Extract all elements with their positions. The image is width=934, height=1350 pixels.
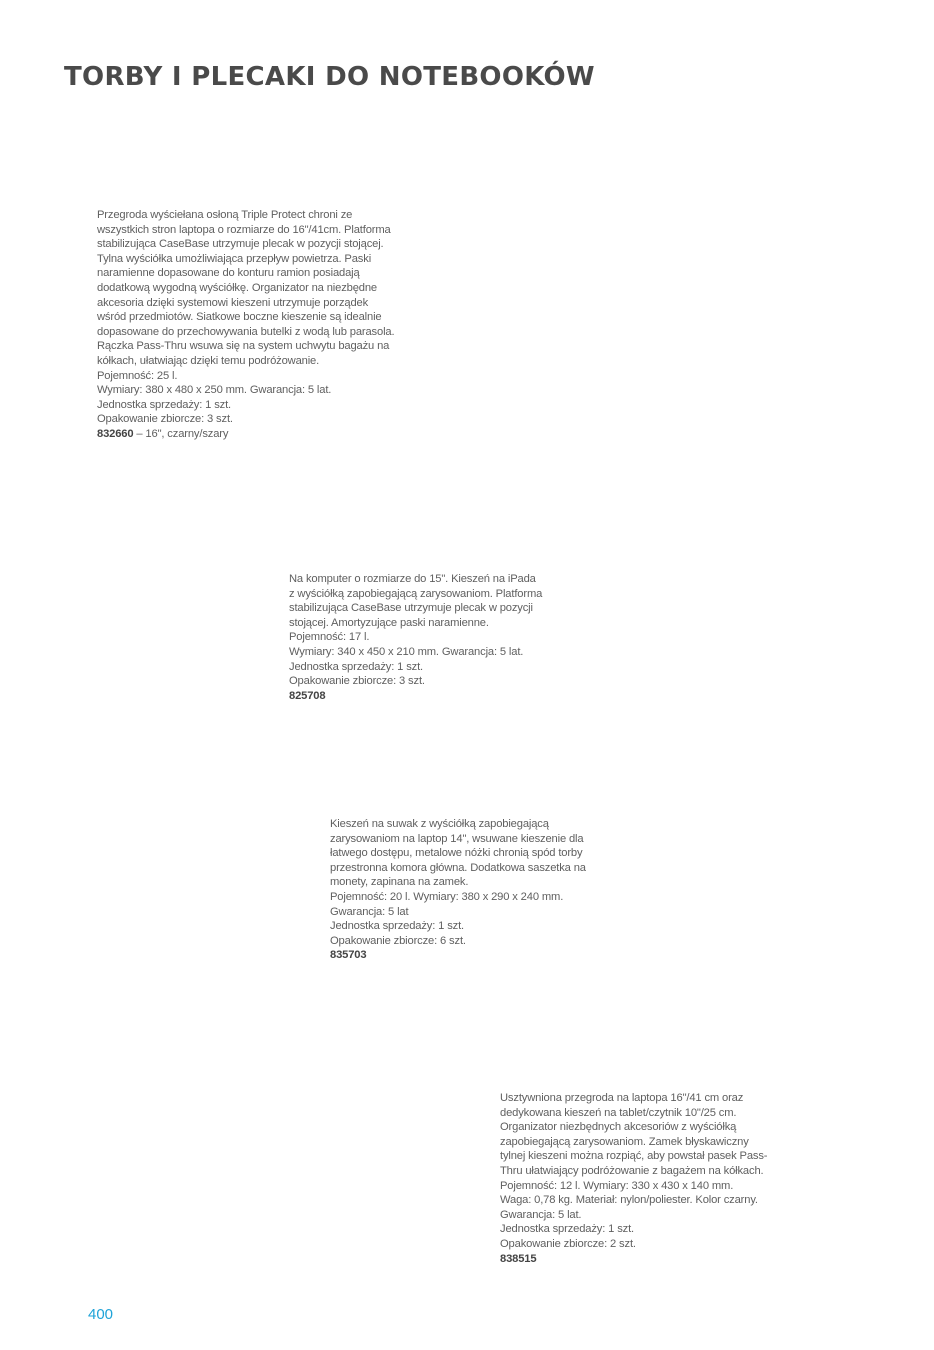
spec-line: Wymiary: 380 x 480 x 250 mm. Gwarancja: 5 lat. xyxy=(97,384,332,397)
spec-line: Pojemność: 25 l. xyxy=(97,369,178,382)
product-specs xyxy=(97,369,394,427)
product-block xyxy=(97,208,394,442)
spec-line: Pojemność: 17 l. xyxy=(289,631,370,644)
spec-line: Jednostka sprzedaży: 1 szt. xyxy=(97,398,231,411)
product-code-line xyxy=(289,689,542,704)
description-line: Organizator niezbędnych akcesoriów z wyściółką xyxy=(500,1121,737,1134)
description-line: Kieszeń na suwak z wyściółką zapobiegającą xyxy=(330,818,549,830)
product-code-line xyxy=(97,427,394,442)
product-code-line xyxy=(500,1252,767,1267)
spec-line: Pojemność: 12 l. Wymiary: 330 x 430 x 140 mm. xyxy=(500,1179,734,1192)
description-line: monety, zapinana na zamek. xyxy=(330,876,469,889)
description-line: przestronna komora główna. Dodatkowa saszetka na xyxy=(330,861,586,874)
product-code-line xyxy=(330,948,586,963)
product-code: 838515 xyxy=(500,1252,537,1265)
description-line: wśród przedmiotów. Siatkowe boczne kieszenie są idealnie xyxy=(97,311,382,324)
product-description xyxy=(500,1091,767,1179)
description-line: wszystkich stron laptopa o rozmiarze do 16"/41cm. Platforma xyxy=(97,223,391,236)
description-line: łatwego dostępu, metalowe nóżki chronią spód torby xyxy=(330,847,583,860)
spec-line: Gwarancja: 5 lat. xyxy=(500,1208,582,1221)
product-block xyxy=(330,817,586,963)
spec-line: Opakowanie zbiorcze: 3 szt. xyxy=(97,413,233,426)
product-specs xyxy=(330,890,586,948)
product-code: 832660 xyxy=(97,427,134,440)
product-code: 835703 xyxy=(330,949,367,962)
spec-line: Waga: 0,78 kg. Materiał: nylon/poliester. Kolor czarny. xyxy=(500,1194,758,1207)
description-line: kółkach, ułatwiając dzięki temu podróżowanie. xyxy=(97,354,320,367)
description-line: dedykowana kieszeń na tablet/czytnik 10"/25 cm. xyxy=(500,1106,737,1119)
spec-line: Opakowanie zbiorcze: 2 szt. xyxy=(500,1237,636,1250)
product-code: 825708 xyxy=(289,689,326,702)
product-block xyxy=(289,572,542,703)
description-line: akcesoria dzięki systemowi kieszeni utrzymuje porządek xyxy=(97,296,369,309)
description-line: tylnej kieszeni można rozpiąć, aby powstał pasek Pass- xyxy=(500,1150,768,1163)
description-line: z wyściółką zapobiegającą zarysowaniom. Platforma xyxy=(289,587,543,600)
description-line: stojącej. Amortyzujące paski naramienne. xyxy=(289,616,489,629)
description-line: stabilizująca CaseBase utrzymuje plecak w pozycji xyxy=(289,602,533,615)
description-line: Na komputer o rozmiarze do 15". Kieszeń na iPada xyxy=(289,573,536,585)
product-description xyxy=(330,817,586,890)
spec-line: Jednostka sprzedaży: 1 szt. xyxy=(330,920,464,933)
spec-line: Pojemność: 20 l. Wymiary: 380 x 290 x 240 mm. xyxy=(330,890,564,903)
description-line: Thru ułatwiający podróżowanie z bagażem na kółkach. xyxy=(500,1164,764,1177)
description-line: dodatkową wygodną wyściółkę. Organizator na niezbędne xyxy=(97,281,377,294)
description-line: Przegroda wyściełana osłoną Triple Protect chroni ze xyxy=(97,209,353,221)
description-line: stabilizująca CaseBase utrzymuje plecak w pozycji stojącej. xyxy=(97,238,384,251)
description-line: Tylna wyściółka umożliwiająca przepływ powietrza. Paski xyxy=(97,252,372,265)
description-line: zapobiegającą zarysowaniom. Zamek błyskawiczny xyxy=(500,1135,749,1148)
spec-line: Opakowanie zbiorcze: 6 szt. xyxy=(330,934,466,947)
product-block xyxy=(500,1091,767,1266)
product-variant: – 16", czarny/szary xyxy=(133,427,229,440)
spec-line: Jednostka sprzedaży: 1 szt. xyxy=(500,1223,634,1236)
description-line: dopasowane do przechowywania butelki z wodą lub parasola. xyxy=(97,325,395,338)
spec-line: Opakowanie zbiorcze: 3 szt. xyxy=(289,675,425,688)
spec-line: Gwarancja: 5 lat xyxy=(330,905,409,918)
product-specs xyxy=(289,630,542,688)
page-number: 400 xyxy=(88,1306,114,1323)
product-specs xyxy=(500,1179,767,1252)
description-line: zarysowaniom na laptop 14", wsuwane kieszenie dla xyxy=(330,832,584,845)
spec-line: Jednostka sprzedaży: 1 szt. xyxy=(289,660,423,673)
spec-line: Wymiary: 340 x 450 x 210 mm. Gwarancja: 5 lat. xyxy=(289,645,524,658)
description-line: Usztywniona przegroda na laptopa 16"/41 cm oraz xyxy=(500,1092,744,1104)
description-line: Rączka Pass-Thru wsuwa się na system uchwytu bagażu na xyxy=(97,340,390,353)
page-title: TORBY I PLECAKI DO NOTEBOOKÓW xyxy=(64,62,595,92)
product-description xyxy=(289,572,542,630)
description-line: naramienne dopasowane do konturu ramion posiadają xyxy=(97,267,360,280)
product-description xyxy=(97,208,394,369)
